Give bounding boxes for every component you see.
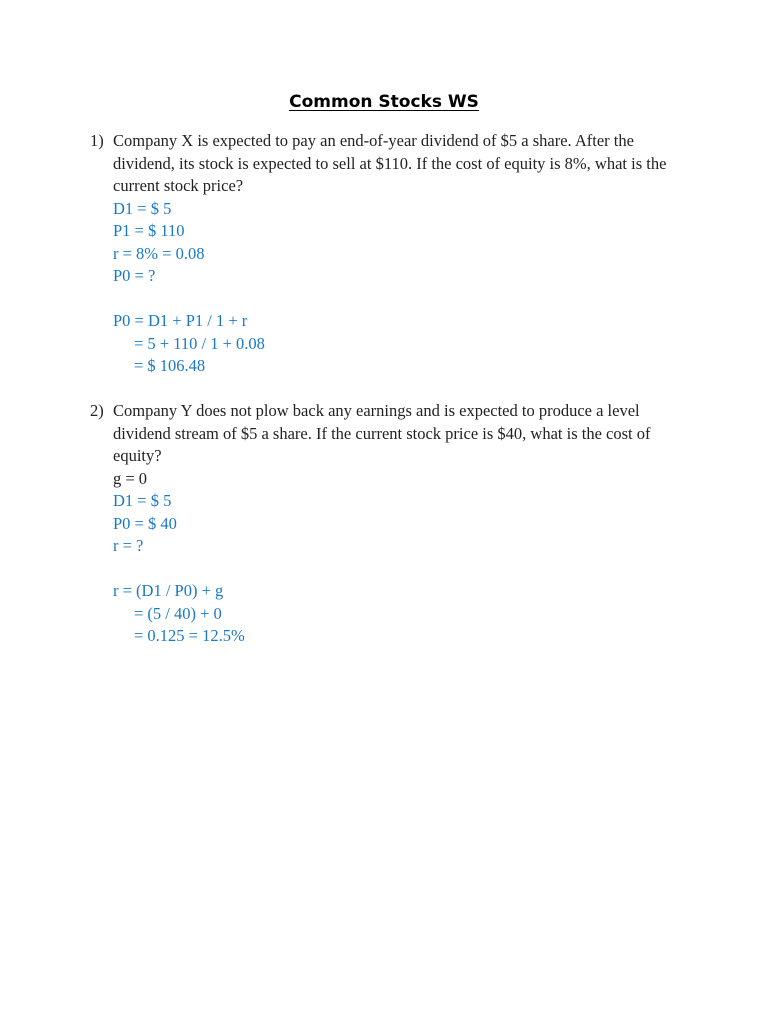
given-line: D1 = $ 5	[113, 491, 172, 510]
problem-1	[90, 130, 690, 378]
given-line: P1 = $ 110	[113, 221, 185, 240]
problem-question: Company X is expected to pay an end-of-year dividend of $5 a share. After the dividend, its stock is expected to sell at $110. If the cost of equity is 8%, what is the current stock price?	[113, 131, 667, 195]
spacer	[113, 288, 690, 311]
spacer	[113, 558, 690, 581]
solution-line: = 0.125 = 12.5%	[134, 626, 245, 645]
page-title	[0, 92, 768, 112]
title-text: Common Stocks WS	[289, 92, 479, 112]
problem-2	[90, 400, 690, 648]
solution-line: r = (D1 / P0) + g	[113, 581, 224, 600]
problem-number: 1)	[90, 131, 104, 150]
solution-line: = (5 / 40) + 0	[134, 603, 222, 623]
problem-number: 2)	[90, 401, 104, 420]
solution-line: = 5 + 110 / 1 + 0.08	[134, 333, 265, 353]
solution-line: P0 = D1 + P1 / 1 + r	[113, 311, 248, 330]
given-line: P0 = ?	[113, 266, 156, 285]
given-line: g = 0	[113, 468, 148, 488]
given-line: r = ?	[113, 536, 144, 555]
solution-line: = $ 106.48	[134, 356, 206, 375]
given-line: r = 8% = 0.08	[113, 243, 205, 263]
problem-question: Company Y does not plow back any earnings and is expected to produce a level dividend stream of $5 a share. If the current stock price is $40, what is the cost of equity?	[113, 401, 651, 465]
given-line: D1 = $ 5	[113, 198, 172, 218]
given-line: P0 = $ 40	[113, 513, 177, 533]
